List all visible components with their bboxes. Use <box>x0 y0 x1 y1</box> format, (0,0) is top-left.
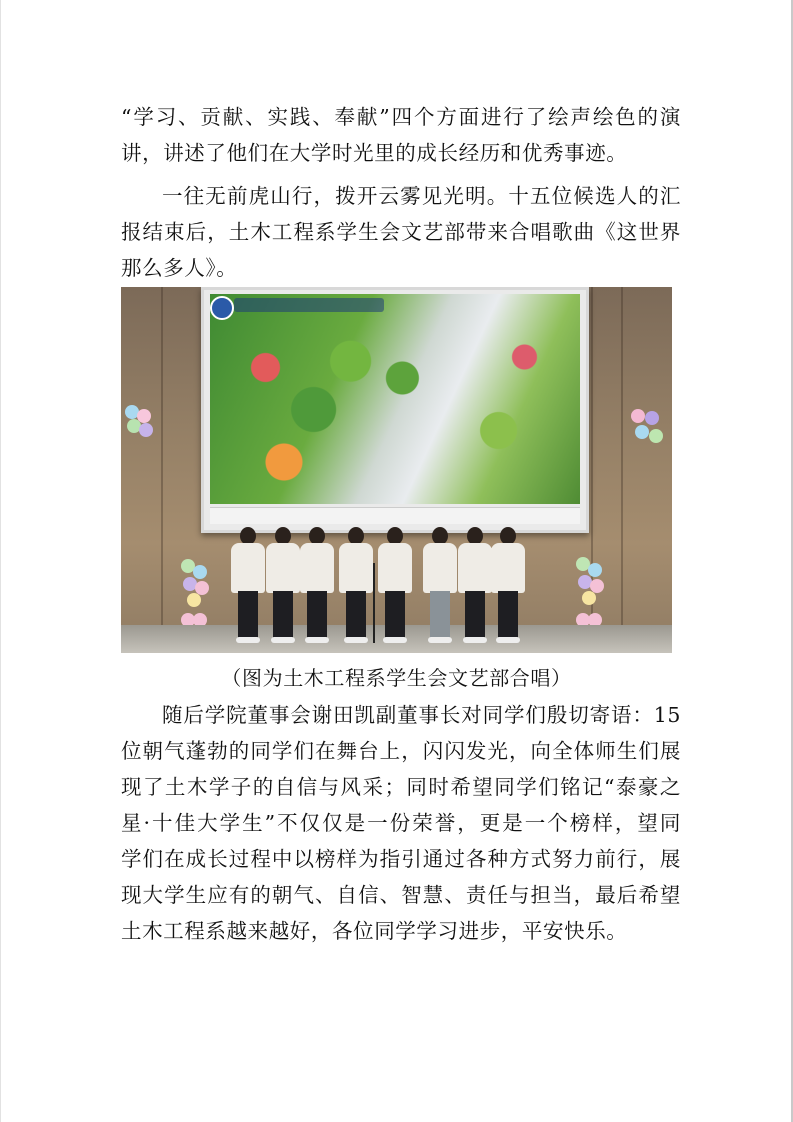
paragraph-chairman-remarks <box>121 697 681 949</box>
text-line: 随后学院董事会谢田凯副董事长对同学们殷切寄语：15 <box>162 703 681 727</box>
text-line: 那么多人》。 <box>121 256 238 280</box>
singer <box>266 527 300 645</box>
balloon-cluster <box>631 409 671 469</box>
text-line: 土木工程系越来越好，各位同学学习进步，平安快乐。 <box>121 919 628 943</box>
figure-caption: （图为土木工程系学生会文艺部合唱） <box>221 666 572 690</box>
page-edge-left <box>0 0 1 1122</box>
text-line: 星·十佳大学生”不仅仅是一份荣誉，更是一个榜样，望同 <box>121 811 681 835</box>
text-line: 讲，讲述了他们在大学时光里的成长经历和优秀事迹。 <box>121 141 628 165</box>
text-line: 现大学生应有的朝气、自信、智慧、责任与担当，最后希望 <box>121 883 681 907</box>
text-line: 现了土木学子的自信与风采；同时希望同学们铭记“泰豪之 <box>121 775 681 799</box>
paragraph-speech-summary <box>121 99 681 171</box>
singer <box>339 527 373 645</box>
microphone-stand <box>373 563 375 643</box>
balloon-stand-left <box>181 559 221 619</box>
text-line: “学习、贡献、实践、奉献”四个方面进行了绘声绘色的演 <box>121 105 681 129</box>
paragraph-choir-intro <box>121 178 681 286</box>
taskbar <box>210 507 580 524</box>
campus-aerial-image <box>210 294 580 504</box>
singer <box>491 527 525 645</box>
text-line: 一往无前虎山行，拨开云雾见光明。十五位候选人的汇 <box>162 184 681 208</box>
singer <box>378 527 412 645</box>
balloon-stand-right <box>576 557 616 617</box>
college-logo-wordmark <box>234 298 384 312</box>
singer <box>300 527 334 645</box>
wall-panel-line <box>621 287 623 627</box>
text-line: 报结束后，土木工程系学生会文艺部带来合唱歌曲《这世界 <box>121 220 681 244</box>
text-line: 学们在成长过程中以榜样为指引通过各种方式努力前行，展 <box>121 847 681 871</box>
singer <box>458 527 492 645</box>
college-logo-icon <box>210 296 234 320</box>
text-line: 位朝气蓬勃的同学们在舞台上，闪闪发光，向全体师生们展 <box>121 739 681 763</box>
choir-photo <box>121 287 672 653</box>
singer <box>231 527 265 645</box>
projection-screen <box>201 287 589 533</box>
singer <box>423 527 457 645</box>
balloon-cluster <box>125 405 165 465</box>
